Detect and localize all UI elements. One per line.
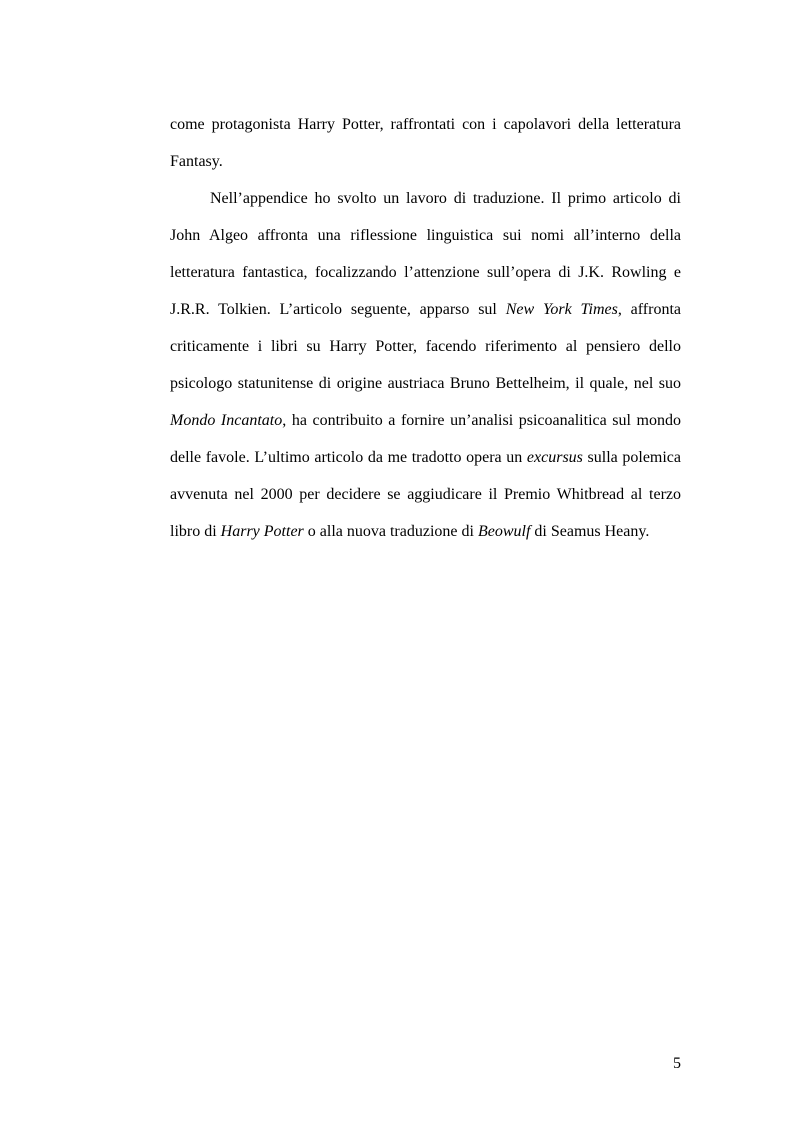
paragraph-appendix bbox=[170, 180, 681, 550]
italic-title-newspaper: New York Times bbox=[505, 301, 618, 318]
italic-title-harry-potter: Harry Potter bbox=[220, 523, 304, 540]
paragraph-segment: , affronta criticamente i libri su Harry Potter, facendo riferimento al pensiero dello psicologo statunitense di origine austriaca Bruno Bettelheim, il quale, nel suo bbox=[170, 301, 682, 392]
page-number: 5 bbox=[673, 1055, 681, 1072]
paragraph-continuation bbox=[170, 106, 681, 180]
italic-title-book: Mondo Incantato bbox=[170, 412, 283, 429]
paragraph-segment: o alla nuova traduzione di bbox=[303, 523, 478, 540]
italic-title-beowulf: Beowulf bbox=[477, 523, 531, 540]
paragraph-segment: , ha contribuito a fornire un’analisi psicoanalitica sul mondo delle favole. L’ultimo articolo da me tradotto opera un bbox=[170, 412, 681, 466]
italic-term: excursus bbox=[526, 449, 583, 466]
document-body bbox=[170, 106, 681, 550]
paragraph-segment: di Seamus Heany. bbox=[530, 523, 650, 540]
paragraph-segment: Nell’appendice ho svolto un lavoro di traduzione. Il primo articolo di John Algeo affronta una riflessione linguistica sui nomi all’interno della letteratura fantastica, focalizzando l’attenzione sull’opera di J.K. Rowling e J.R.R. Tolkien. L’articolo seguente, apparso sul bbox=[170, 190, 681, 318]
paragraph-text: come protagonista Harry Potter, raffrontati con i capolavori della letteratura Fantasy. bbox=[170, 116, 681, 170]
paragraph-segment: sulla polemica avvenuta nel 2000 per decidere se aggiudicare il Premio Whitbread al terzo libro di bbox=[170, 449, 682, 540]
